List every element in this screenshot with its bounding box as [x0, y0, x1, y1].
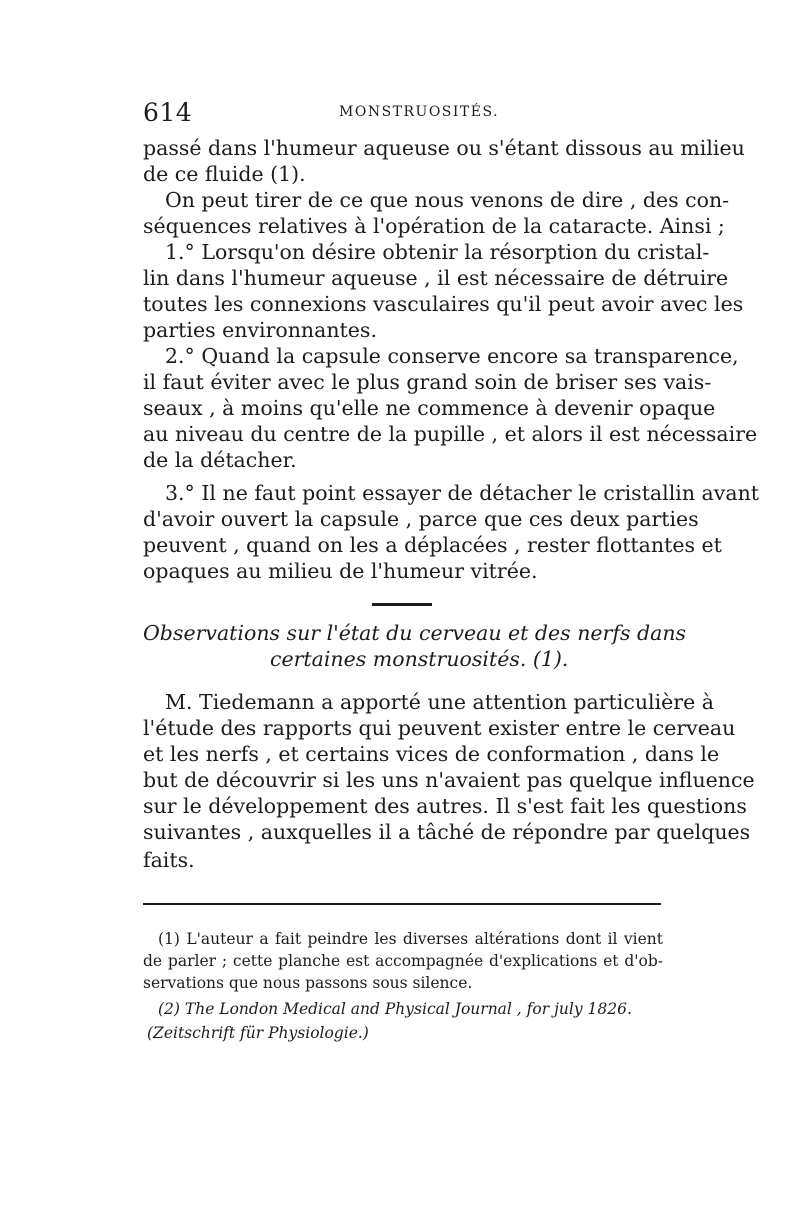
text-line: toutes les connexions vasculaires qu'il peut avoir avec les	[143, 292, 744, 316]
text-line: faits.	[143, 848, 195, 872]
text-line: sur le développement des autres. Il s'est fait les questions	[143, 794, 747, 818]
section-divider	[372, 603, 432, 606]
text-line: peuvent , quand on les a déplacées , rester flottantes et	[143, 533, 722, 557]
text-line: l'étude des rapports qui peuvent exister entre le cerveau	[143, 716, 736, 740]
text-line: suivantes , auxquelles il a tâché de répondre par quelques	[143, 820, 751, 844]
page-number: 614	[143, 98, 193, 127]
text-line: but de découvrir si les uns n'avaient pas quelque influence	[143, 768, 755, 792]
page-header	[143, 98, 663, 132]
section-title-line: certaines monstruosités. (1).	[270, 647, 569, 671]
text-line: et les nerfs , et certains vices de conformation , dans le	[143, 742, 720, 766]
text-line: opaques au milieu de l'humeur vitrée.	[143, 559, 538, 583]
text-line: de ce fluide (1).	[143, 162, 306, 186]
text-line: au niveau du centre de la pupille , et alors il est nécessaire	[143, 422, 758, 446]
text-line: lin dans l'humeur aqueuse , il est nécessaire de détruire	[143, 266, 729, 290]
text-line: d'avoir ouvert la capsule , parce que ces deux parties	[143, 507, 699, 531]
section-title-line: Observations sur l'état du cerveau et des nerfs dans	[143, 621, 687, 645]
footnote-line: de parler ; cette planche est accompagnée d'explications et d'ob-	[143, 952, 663, 970]
footnote-rule	[143, 903, 661, 905]
text-line: 3.° Il ne faut point essayer de détacher le cristallin avant	[165, 481, 760, 505]
text-line: il faut éviter avec le plus grand soin de briser ses vais-	[143, 370, 712, 394]
text-line: parties environnantes.	[143, 318, 377, 342]
text-line: passé dans l'humeur aqueuse ou s'étant dissous au milieu	[143, 136, 745, 160]
text-line: On peut tirer de ce que nous venons de dire , des con-	[165, 188, 730, 212]
footnote-line: (1) L'auteur a fait peindre les diverses altérations dont il vient	[158, 930, 663, 948]
text-line: 1.° Lorsqu'on désire obtenir la résorption du cristal-	[165, 240, 710, 264]
running-title: MONSTRUOSITÉS.	[339, 104, 500, 120]
footnote-line: (2) The London Medical and Physical Journal , for july 1826.	[158, 1000, 632, 1018]
footnote-line: servations que nous passons sous silence.	[143, 974, 473, 992]
text-line: M. Tiedemann a apporté une attention particulière à	[165, 690, 714, 714]
text-line: séquences relatives à l'opération de la cataracte. Ainsi ;	[143, 214, 725, 238]
text-line: 2.° Quand la capsule conserve encore sa transparence,	[165, 344, 739, 368]
text-line: seaux , à moins qu'elle ne commence à devenir opaque	[143, 396, 716, 420]
text-line: de la détacher.	[143, 448, 297, 472]
footnote-line: (Zeitschrift für Physiologie.)	[147, 1024, 369, 1042]
